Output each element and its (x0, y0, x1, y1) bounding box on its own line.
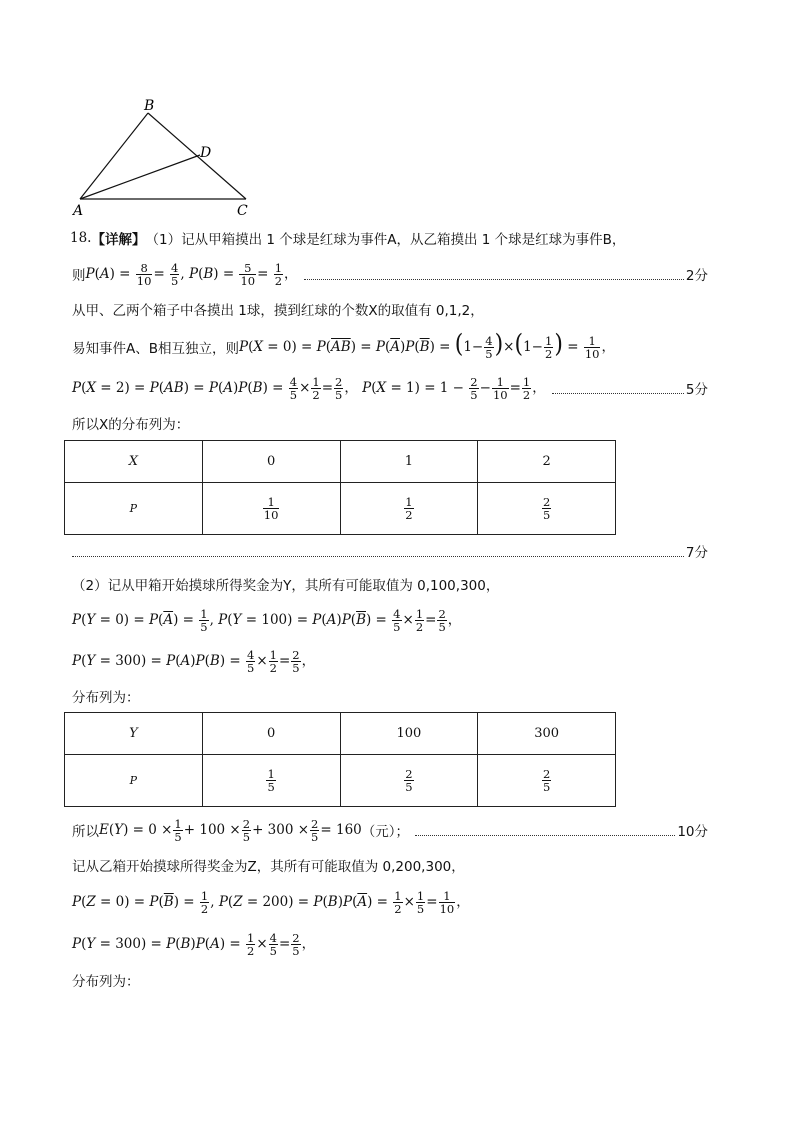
table-y-intro: 分布列为： (72, 690, 140, 706)
prob-cell: $\frac{2}{5}$ (478, 483, 616, 535)
triangle-figure (60, 95, 260, 225)
header-cell: 0 (202, 441, 340, 483)
py300-line-2 (72, 928, 315, 960)
prob-cell: $\frac{2}{5}$ (478, 755, 616, 807)
part1-line3: 从甲、乙两个箱子中各摸出 1球，摸到红球的个数X的取值有 0,1,2， (72, 303, 484, 319)
prob-cell: $\frac{2}{5}$ (340, 755, 478, 807)
header-cell: 100 (340, 713, 478, 755)
prob-cell: $\frac{1}{10}$ (202, 483, 340, 535)
score-2: 2分 (685, 268, 708, 284)
table-prob-row (65, 755, 616, 807)
detail-tag: 【详解】 (91, 232, 146, 248)
py-line-1 (72, 604, 461, 636)
label-c: C (237, 203, 248, 219)
z-intro: 记从乙箱开始摸球所得奖金为Z，其所有可能取值为 0,200,300， (72, 859, 465, 875)
formula-py0-py100: $P(Y = 0) = P(\overline{A})$ = $\frac{1}{5}$ , $P(Y = 100) = P(A)P(\overline{B})$ = $\frac{4}{5}$ × $\frac{1}{2}$ = $\frac{2}{5}$ ， (72, 606, 462, 634)
label-a: A (73, 203, 84, 219)
px2-px1-line (72, 372, 708, 404)
problem-number: 18. (70, 230, 92, 246)
table-header-row (65, 713, 616, 755)
final-dist-label: 分布列为： (72, 974, 140, 990)
header-cell: Y (65, 713, 203, 755)
score-leader (552, 383, 684, 394)
header-cell: 0 (202, 713, 340, 755)
distribution-table-y (64, 712, 616, 807)
table-prob-row (65, 483, 616, 535)
score-5: 5分 (685, 382, 708, 398)
formula-py300-b: P(Y = 300) = P(B)P(A) = $\frac{1}{2}$ × $\frac{4}{5}$ = $\frac{2}{5}$ ， (72, 930, 316, 958)
formula-px0: $P(X = 0) = P(\overline{AB}) = P(\overline{A})P(\overline{B}) = (1-$ $\frac{4}{5}$ )×(1− $\frac{1}{2}$ ) = $\frac{1}{10}$ ， (239, 330, 615, 361)
header-cell: 2 (478, 441, 616, 483)
prob-ab-line: 则 P(A) = $\frac{8}{10}$ = $\frac{4}{5}$ , P(B) = $\frac{5}{10}$ = $\frac{1}{2}$ ， 2分 (72, 260, 708, 288)
distribution-table-x (64, 440, 616, 535)
solution-heading (70, 226, 625, 250)
independence-line: 易知事件A、B相互独立，则 $P(X = 0) = P(\overline{AB}) = P(\overline{A})P(\overline{B}) = (1-$ $\frac{4}{5}$ )×(1− $\frac{1}{2}$ ) = $\frac{1}{10}$ ， (72, 330, 615, 361)
formula-pz0-pz200: $P(Z = 0) = P(\overline{B})$ = $\frac{1}{2}$ , $P(Z = 200) = P(B)P(\overline{A})$ = $\frac{1}{2}$ × $\frac{1}{5}$ = $\frac{1}{10}$ ， (72, 888, 470, 916)
row-label: P (65, 755, 203, 807)
table-x-intro: 所以X的分布列为： (72, 417, 190, 433)
part1-intro: （1）记从甲箱摸出 1 个球是红球为事件A，从乙箱摸出 1 个球是红球为事件B， (145, 232, 626, 248)
score-leader (304, 269, 684, 280)
score-leader (72, 546, 684, 557)
prob-cell: $\frac{1}{5}$ (202, 755, 340, 807)
label-b: B (144, 98, 155, 114)
label-d: D (200, 145, 212, 161)
score-10: 10分 (677, 824, 708, 840)
header-cell: X (65, 441, 203, 483)
formula-ey: E(Y) = 0 × $\frac{1}{5}$ + 100 × $\frac{2}{5}$ + 300 × $\frac{2}{5}$ = 160 (99, 816, 362, 844)
prob-cell: $\frac{1}{2}$ (340, 483, 478, 535)
formula-py300: P(Y = 300) = P(A)P(B) = $\frac{4}{5}$ × $\frac{1}{2}$ = $\frac{2}{5}$ ， (72, 647, 316, 675)
pz-line (72, 886, 470, 918)
header-cell: 1 (340, 441, 478, 483)
score-leader (415, 825, 675, 836)
row-label: P (65, 483, 203, 535)
table-header-row (65, 441, 616, 483)
expectation-y-line: 所以 E(Y) = 0 × $\frac{1}{5}$ + 100 × $\frac{2}{5}$ + 300 × $\frac{2}{5}$ = 160 （元）； 10分 (72, 816, 708, 844)
py-line-2 (72, 645, 315, 677)
header-cell: 300 (478, 713, 616, 755)
score-7: 7分 (685, 545, 708, 561)
part2-intro: （2）记从甲箱开始摸球所得奖金为Y，其所有可能取值为 0,100,300， (72, 578, 500, 594)
score-7-line (72, 539, 708, 563)
formula-pa-pb: P(A) = $\frac{8}{10}$ = $\frac{4}{5}$ , P(B) = $\frac{5}{10}$ = $\frac{1}{2}$ ， (85, 260, 298, 288)
formula-px2-px1: P(X = 2) = P(AB) = P(A)P(B) = $\frac{4}{5}$ × $\frac{1}{2}$ = $\frac{2}{5}$ ， P(X = 1) = 1 − $\frac{2}{5}$ − $\frac{1}{10}$ = $\frac{1}{2}$ ， (72, 374, 546, 402)
